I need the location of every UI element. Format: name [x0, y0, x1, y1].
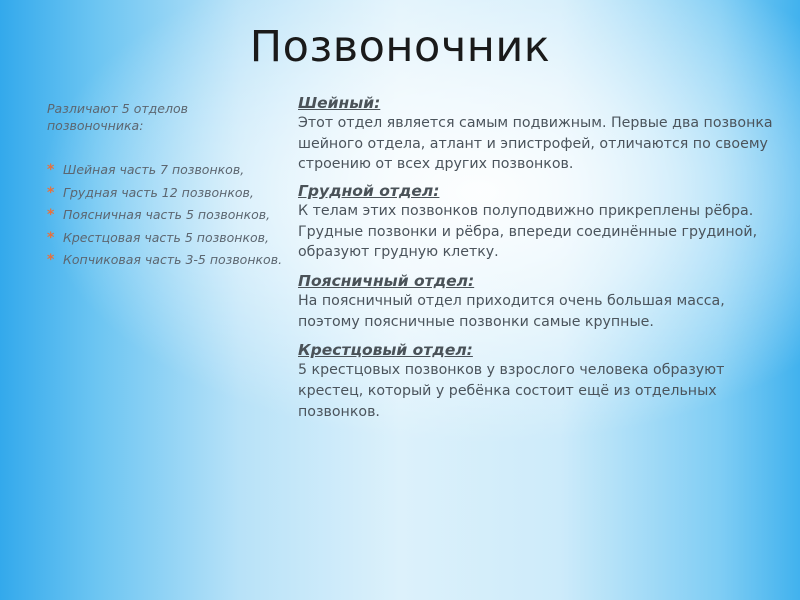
section-text-thoracic: К телам этих позвонков полуподвижно прикреплены рёбра. Грудные позвонки и рёбра, впереди соединённые грудиной, образуют грудную клетку.: [298, 203, 758, 261]
section-text-lumbar: На поясничный отдел приходится очень большая масса, поэтому поясничные позвонки самые крупные.: [298, 292, 725, 330]
bullet-icon: *: [47, 252, 55, 268]
list-item: [47, 162, 287, 179]
list-item-text: Крестцовая часть 5 позвонков,: [63, 229, 269, 245]
intro-text: Различают 5 отделов позвоночника:: [47, 101, 188, 133]
section-heading-sacral: Крестцовый отдел:: [298, 341, 473, 360]
section-heading-cervical: Шейный:: [298, 94, 381, 112]
bullet-icon: *: [47, 162, 55, 178]
slide-title: Позвоночник: [249, 22, 551, 72]
list-item-text: Шейная часть 7 позвонков,: [63, 162, 245, 177]
section-text-cervical: Этот отдел является самым подвижным. Первые два позвонка шейного отдела, атлант и эпистрофей, отличаются по своему строению от всех других позвонков.: [298, 115, 773, 173]
list-item: [47, 252, 287, 269]
spine-parts-list: [47, 162, 287, 269]
bullet-icon: *: [47, 229, 55, 246]
list-item: [47, 207, 287, 224]
list-item: [47, 230, 287, 247]
bullet-icon: *: [47, 184, 55, 201]
bullet-icon: *: [47, 207, 55, 223]
section-text-sacral: 5 крестцовых позвонков у взрослого человека образуют крестец, который у ребёнка состоит ещё из отдельных позвонков.: [298, 362, 725, 420]
list-item-text: Поясничная часть 5 позвонков,: [63, 207, 271, 222]
list-item-text: Грудная часть 12 позвонков,: [63, 184, 254, 200]
left-column: [47, 101, 287, 275]
section-heading-thoracic: Грудной отдел:: [298, 181, 440, 200]
list-item: [47, 185, 287, 202]
section-heading-lumbar: Поясничный отдел:: [298, 271, 475, 290]
right-column: [298, 93, 778, 430]
list-item-text: Копчиковая часть 3-5 позвонков.: [63, 252, 283, 267]
